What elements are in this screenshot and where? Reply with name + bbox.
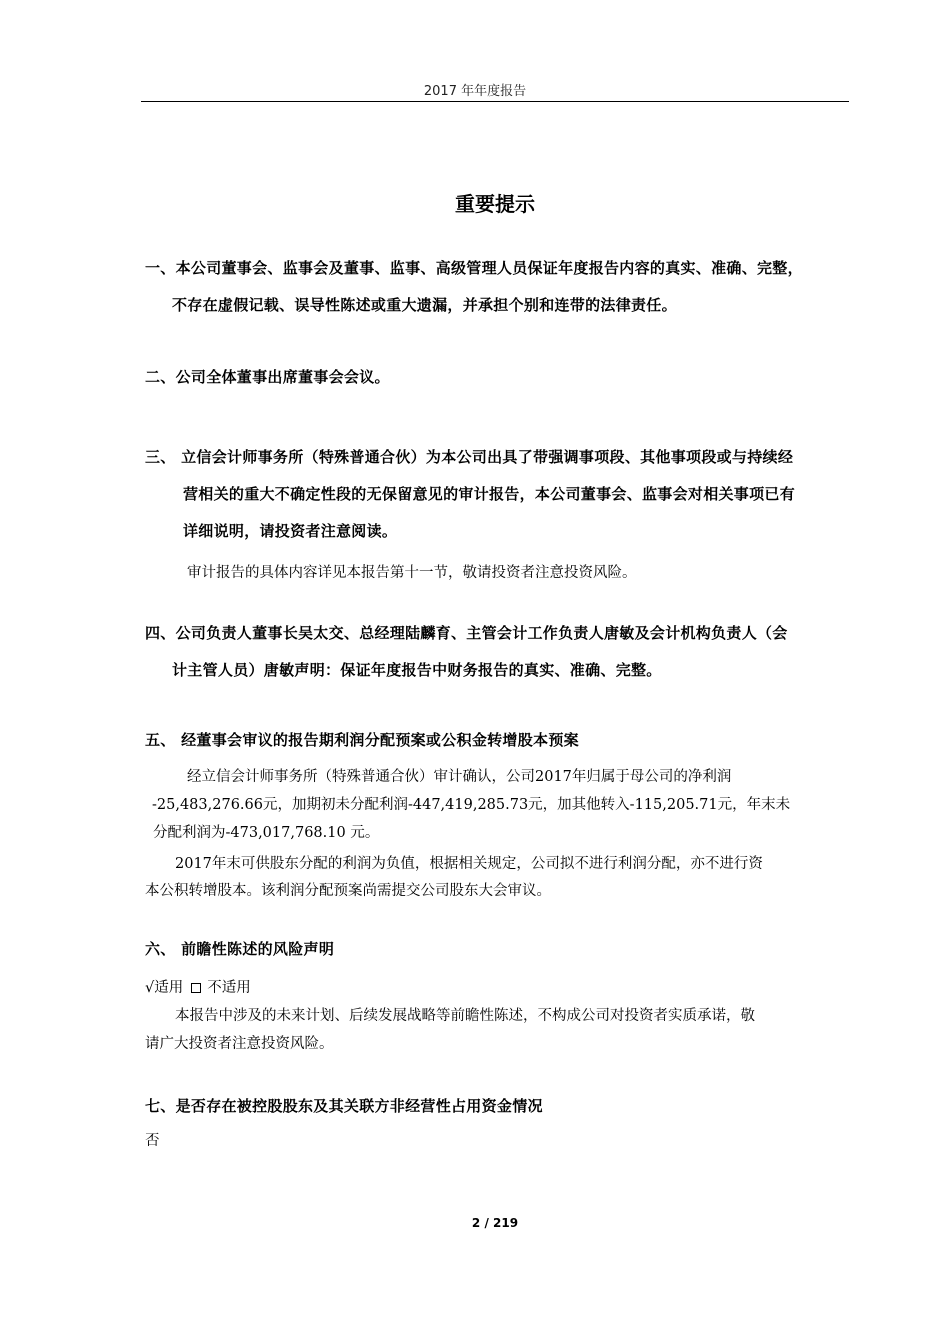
section-1-line-2: 不存在虚假记载、误导性陈述或重大遗漏，并承担个别和连带的法律责任。 [172,296,677,314]
section-2-line-1: 二、公司全体董事出席董事会会议。 [145,368,390,386]
section-7-heading: 七、是否存在被控股股东及其关联方非经营性占用资金情况 [145,1097,543,1115]
section-5-para-line-3: 分配利润为-473,017,768.10 元。 [153,825,380,841]
section-1-line-1: 一、本公司董事会、监事会及董事、监事、高级管理人员保证年度报告内容的真实、准确、完整， [145,259,803,277]
section-5-para-line-2: -25,483,276.66元，加期初未分配利润-447,419,285.73元，加其他转入-115,205.71元，年末未 [152,797,791,813]
applicability-row [145,976,251,997]
section-3-line-3: 详细说明，请投资者注意阅读。 [183,522,398,540]
section-6-heading: 六、 前瞻性陈述的风险声明 [145,940,335,958]
section-3-note: 审计报告的具体内容详见本报告第十一节，敬请投资者注意投资风险。 [187,565,637,581]
header-rule [141,101,849,102]
section-3-line-2: 营相关的重大不确定性段的无保留意见的审计报告，本公司董事会、监事会对相关事项已有 [183,485,796,503]
section-6-para-line-1: 本报告中涉及的未来计划、后续发展战略等前瞻性陈述，不构成公司对投资者实质承诺，敬 [175,1008,755,1024]
page-title: 重要提示 [455,192,535,216]
section-7-answer: 否 [145,1133,160,1149]
section-6-para-line-2: 请广大投资者注意投资风险。 [145,1036,334,1052]
section-5-para-line-5: 本公积转增股本。该利润分配预案尚需提交公司股东大会审议。 [145,883,551,899]
section-4-line-2: 计主管人员）唐敏声明：保证年度报告中财务报告的真实、准确、完整。 [172,661,662,679]
page-number: 2 / 219 [471,1216,519,1230]
section-5-heading: 五、 经董事会审议的报告期利润分配预案或公积金转增股本预案 [145,731,579,749]
section-5-para-line-4: 2017年末可供股东分配的利润为负值，根据相关规定，公司拟不进行利润分配，亦不进行资 [175,856,763,872]
section-3-line-1: 三、 立信会计师事务所（特殊普通合伙）为本公司出具了带强调事项段、其他事项段或与持续经 [145,448,794,466]
applicable-option: √适用 [145,980,184,996]
not-applicable-option: 不适用 [207,980,251,996]
section-5-para-line-1: 经立信会计师事务所（特殊普通合伙）审计确认，公司2017年归属于母公司的净利润 [187,769,732,785]
running-header: 2017 年年度报告 [423,84,527,99]
checkbox-icon [191,983,201,993]
section-4-line-1: 四、公司负责人董事长吴太交、总经理陆麟育、主管会计工作负责人唐敏及会计机构负责人（会 [145,624,788,642]
